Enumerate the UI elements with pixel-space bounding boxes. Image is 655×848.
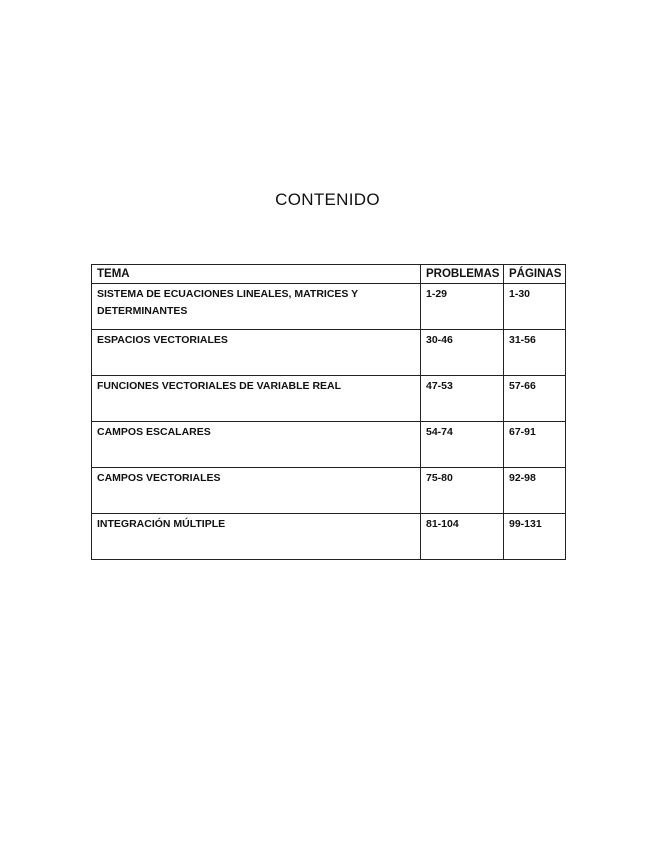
cell-problemas: 1-29 bbox=[421, 284, 504, 330]
table-row bbox=[92, 284, 566, 330]
cell-problemas: 47-53 bbox=[421, 376, 504, 422]
table-row bbox=[92, 330, 566, 376]
cell-paginas: 92-98 bbox=[504, 468, 566, 514]
cell-tema: ESPACIOS VECTORIALES bbox=[92, 330, 421, 376]
table-row bbox=[92, 514, 566, 560]
cell-paginas: 99-131 bbox=[504, 514, 566, 560]
cell-paginas: 31-56 bbox=[504, 330, 566, 376]
header-problemas: PROBLEMAS bbox=[421, 265, 504, 284]
cell-problemas: 30-46 bbox=[421, 330, 504, 376]
cell-tema: INTEGRACIÓN MÚLTIPLE bbox=[92, 514, 421, 560]
cell-problemas: 54-74 bbox=[421, 422, 504, 468]
header-tema: TEMA bbox=[92, 265, 421, 284]
header-paginas: PÁGINAS bbox=[504, 265, 566, 284]
cell-tema: SISTEMA DE ECUACIONES LINEALES, MATRICES Y DETERMINANTES bbox=[92, 284, 421, 330]
cell-paginas: 1-30 bbox=[504, 284, 566, 330]
page-title: CONTENIDO bbox=[275, 190, 380, 209]
cell-problemas: 75-80 bbox=[421, 468, 504, 514]
cell-paginas: 57-66 bbox=[504, 376, 566, 422]
cell-tema: CAMPOS ESCALARES bbox=[92, 422, 421, 468]
table-row bbox=[92, 468, 566, 514]
table-header-row bbox=[92, 265, 566, 284]
cell-paginas: 67-91 bbox=[504, 422, 566, 468]
cell-problemas: 81-104 bbox=[421, 514, 504, 560]
cell-tema: CAMPOS VECTORIALES bbox=[92, 468, 421, 514]
table-row bbox=[92, 376, 566, 422]
cell-tema: FUNCIONES VECTORIALES DE VARIABLE REAL bbox=[92, 376, 421, 422]
table-row bbox=[92, 422, 566, 468]
contents-table bbox=[91, 264, 566, 560]
